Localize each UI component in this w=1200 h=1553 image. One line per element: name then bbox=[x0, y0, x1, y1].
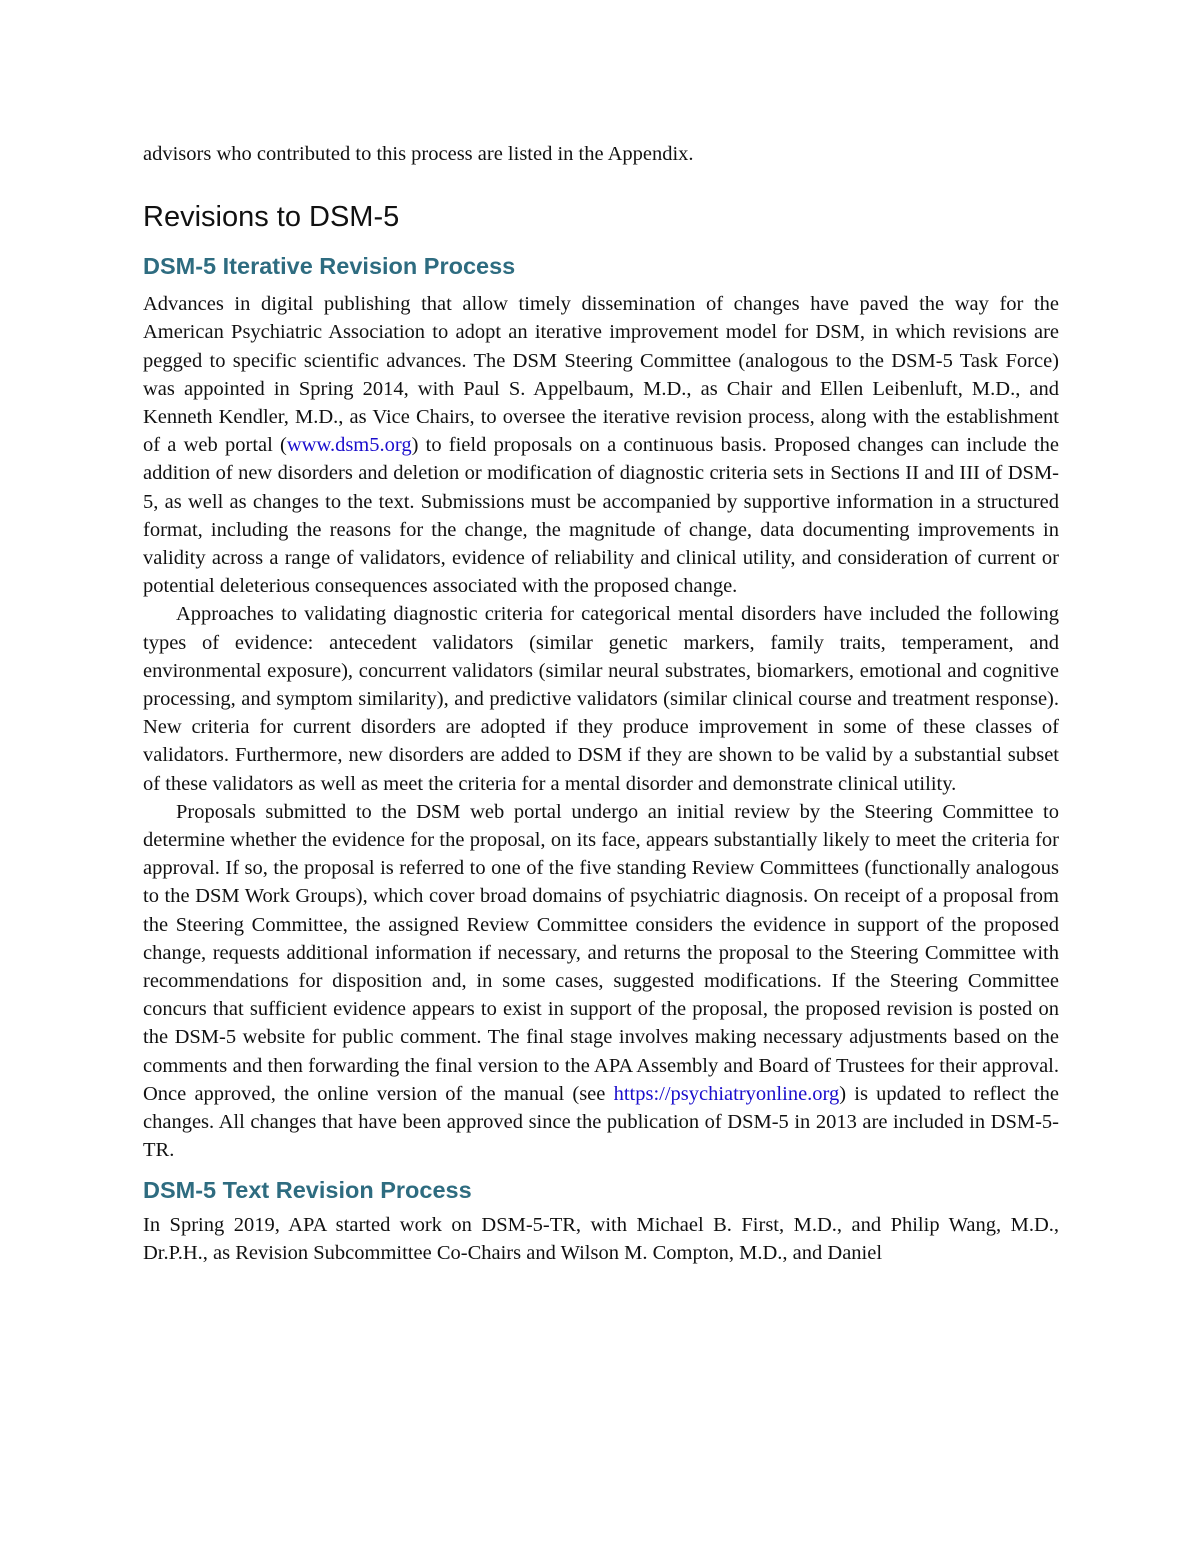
document-page bbox=[143, 140, 1059, 1267]
intro-text: advisors who contributed to this process are listed in the Appendix. bbox=[143, 143, 694, 165]
psychiatryonline-link[interactable]: https://psychiatryonline.org bbox=[613, 1082, 840, 1105]
iterative-paragraph-3 bbox=[143, 798, 1059, 1165]
dsm5-website-link[interactable]: www.dsm5.org bbox=[286, 434, 412, 457]
iterative-paragraph-2: Approaches to validating diagnostic criteria for categorical mental disorders have included the following types of evidence: antecedent validators (similar genetic markers, family traits, temperament, and environmental exposure), concurrent validators (similar neural substrates, biomarkers, emotional and cognitive processing, and symptom similarity), and predictive validators (similar clinical course and treatment response). New criteria for current disorders are adopted if they produce improvement in some of these classes of validators. Furthermore, new disorders are added to DSM if they are shown to be valid by a substantial subset of these validators as well as meet the criteria for a mental disorder and demonstrate clinical utility. bbox=[143, 603, 1059, 795]
iterative-paragraph-1 bbox=[143, 290, 1059, 600]
iterative-paragraph-1-text-a: Advances in digital publishing that allow timely dissemination of changes have paved the way for the American Psychiatric Association to adopt an iterative improvement model for DSM, in which revisions are pegged to specific scientific advances. The DSM Steering Committee (analogous to the DSM-5 Task Force) was appointed in Spring 2014, with Paul S. Appelbaum, M.D., as Chair and Ellen Leibenluft, M.D., and Kenneth Kendler, M.D., as Vice Chairs, to oversee the iterative revision process, along with the establishment of a web portal ( bbox=[143, 293, 1059, 457]
iterative-paragraph-3-text-b: ) is updated to reflect the changes. All changes that have been approved since the publication of DSM-5 in 2013 are included in DSM-5-TR. bbox=[143, 1082, 1059, 1162]
iterative-revision-heading: DSM-5 Iterative Revision Process bbox=[143, 253, 516, 280]
iterative-paragraph-1-text-b: ) to field proposals on a continuous basis. Proposed changes can include the addition of new disorders and deletion or modification of diagnostic criteria sets in Sections II and III of DSM-5, as well as changes to the text. Submissions must be accompanied by supportive information in a structured format, including the reasons for the change, the magnitude of change, data documenting improvements in validity across a range of validators, evidence of reliability and clinical utility, and consideration of current or potential deleterious consequences associated with the proposed change. bbox=[143, 434, 1059, 598]
iterative-paragraph-3-text-a: Proposals submitted to the DSM web portal undergo an initial review by the Steering Committee to determine whether the evidence for the proposal, on its face, appears substantially likely to meet the criteria for approval. If so, the proposal is referred to one of the five standing Review Committees (functionally analogous to the DSM Work Groups), which cover broad domains of psychiatric diagnosis. On receipt of a proposal from the Steering Committee, the assigned Review Committee considers the evidence in support of the proposed change, requests additional information if necessary, and returns the proposal to the Steering Committee with recommendations for disposition and, in some cases, suggested modifications. If the Steering Committee concurs that sufficient evidence appears to exist in support of the proposal, the proposed revision is posted on the DSM-5 website for public comment. The final stage involves making necessary adjustments based on the comments and then forwarding the final version to the APA Assembly and Board of Trustees for their approval. Once approved, the online version of the manual (see bbox=[143, 800, 1059, 1105]
text-revision-paragraph-1: In Spring 2019, APA started work on DSM-5-TR, with Michael B. First, M.D., and Philip Wang, M.D., Dr.P.H., as Revision Subcommittee Co-Chairs and Wilson M. Compton, M.D., and Daniel bbox=[143, 1213, 1059, 1264]
text-revision-heading: DSM-5 Text Revision Process bbox=[143, 1176, 472, 1203]
section-title: Revisions to DSM-5 bbox=[143, 201, 400, 234]
